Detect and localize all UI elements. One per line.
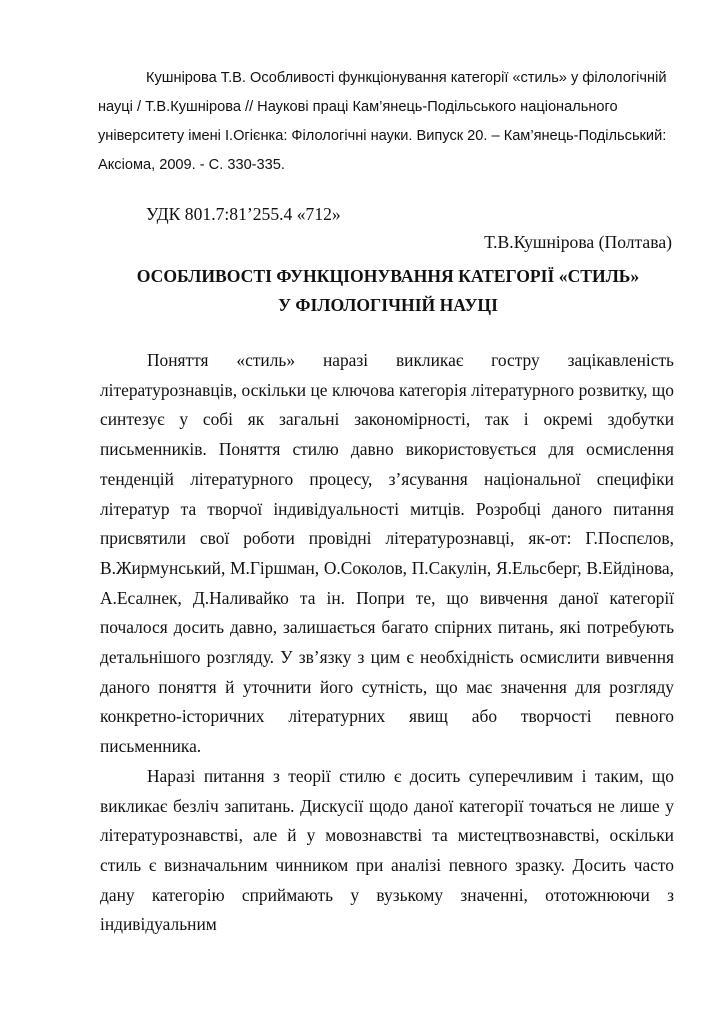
article-title-line-2: У ФІЛОЛОГІЧНІЙ НАУЦІ	[278, 295, 498, 315]
article-title-line-1: ОСОБЛИВОСТІ ФУНКЦІОНУВАННЯ КАТЕГОРІЇ «СТИЛЬ»	[136, 266, 640, 286]
article-title	[98, 262, 678, 320]
citation-header: Кушнірова Т.В. Особливості функціонування категорії «стиль» у філологічній науці / Т.В.Кушнірова // Наукові праці Кам’янець-Подільського національного університету імені І.Огієнка: Філологічні науки. Випуск 20. – Кам’янець-Подільський: Аксіома, 2009. - С. 330-335.	[98, 70, 667, 173]
body-paragraph-1: Поняття «стиль» наразі викликає гостру зацікавленість літературознавців, оскільки це ключова категорія літературного розвитку, що синтезує у собі як загальні закономірності, так і окремі здобутки письменників. Поняття стилю давно використовується для осмислення тенденцій літературного процесу, з’ясування національної специфіки літератур та творчої індивідуальності митців. Розробці даного питання присвятили свої роботи провідні літературознавці, як-от: Г.Поспєлов, В.Жирмунський, М.Гіршман, О.Соколов, П.Сакулін, Я.Ельсберг, В.Ейдінова, А.Есалнек, Д.Наливайко та ін. Попри те, що вивчення даної категорії почалося досить давно, залишається багато спірних питань, які потребують детальнішого розгляду. У зв’язку з цим є необхідність осмислити вивчення даного поняття й уточнити його сутність, що має значення для розгляду конкретно-історичних літературних явищ або творчості певного письменника.	[100, 350, 674, 757]
body-paragraph-2: Наразі питання з теорії стилю є досить суперечливим і таким, що викликає безліч запитань. Дискусії щодо даної категорії точаться не лише у літературознавстві, але й у мовознавстві та мистецтвознавстві, оскільки стиль є визначальним чинником при аналізі певного зразку. Досить часто дану категорію сприймають у вузькому значенні, ототожнюючи з індивідуальним	[100, 765, 674, 935]
article-body	[100, 346, 674, 940]
author-line: Т.В.Кушнірова (Полтава)	[484, 232, 672, 252]
udk-code: УДК 801.7:81’255.4 «712»	[146, 204, 341, 224]
